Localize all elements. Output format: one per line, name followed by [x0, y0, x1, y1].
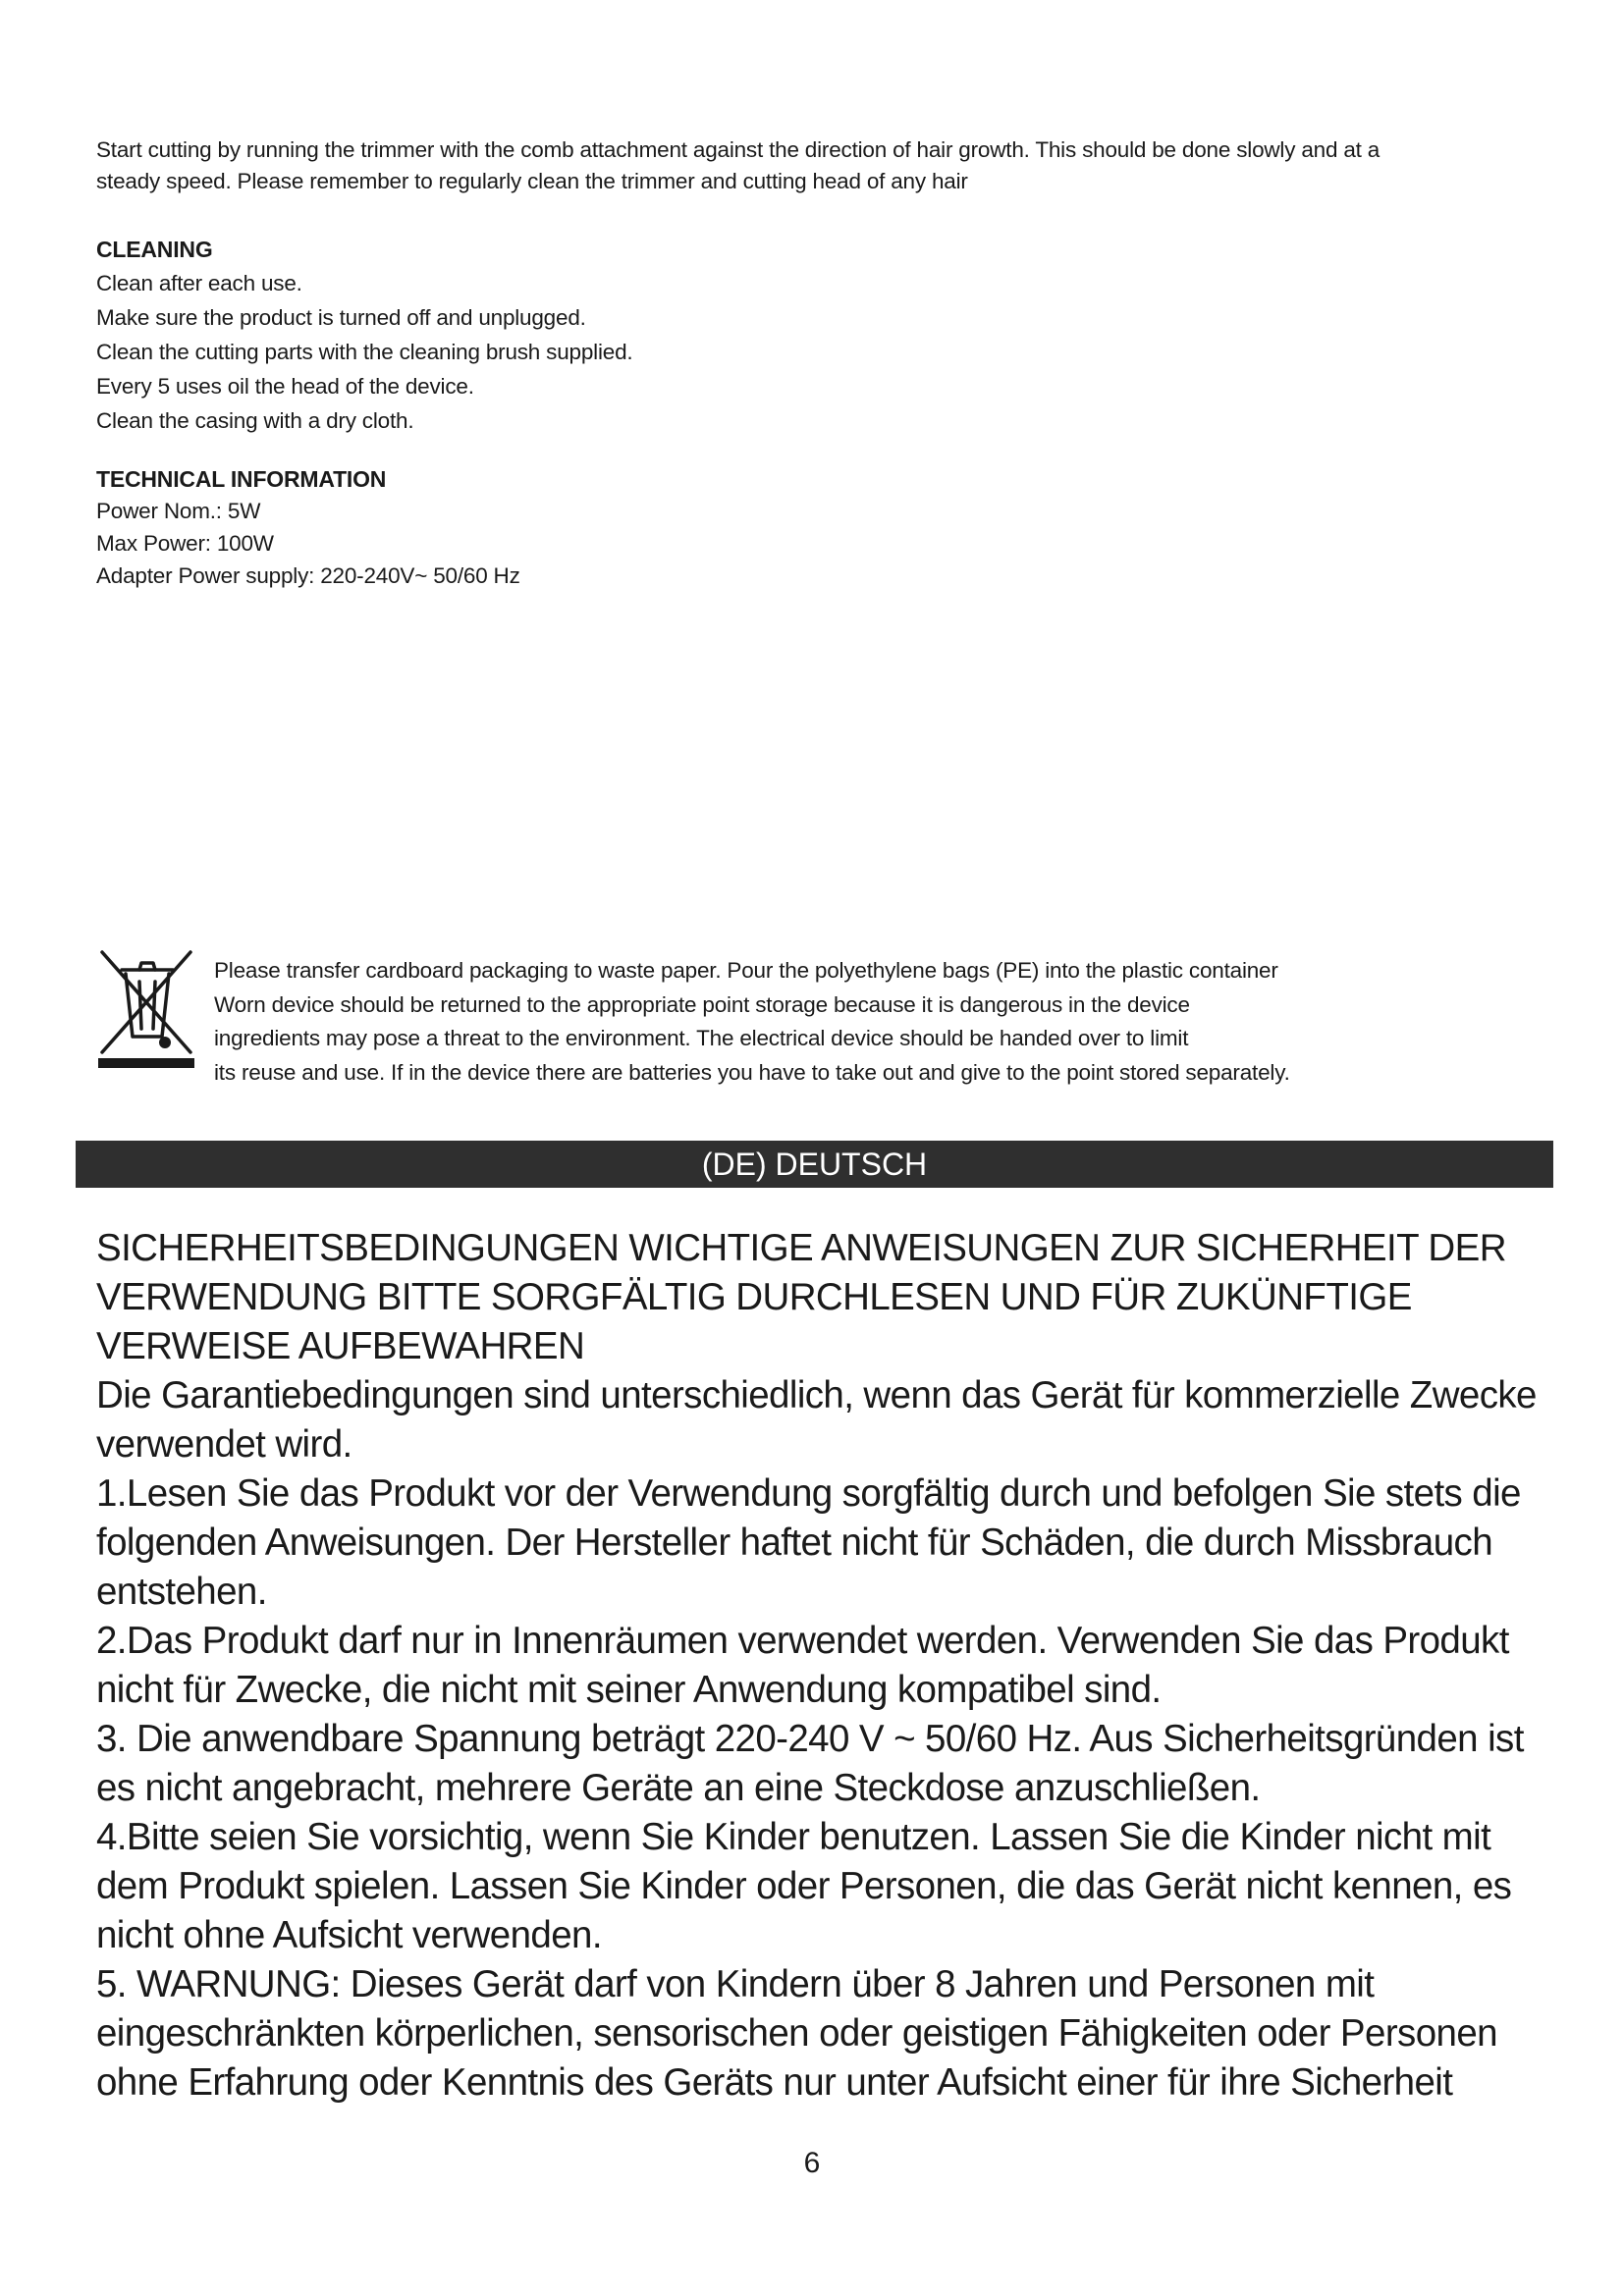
- technical-item: Max Power: 100W: [96, 531, 274, 556]
- german-line: folgenden Anweisungen. Der Hersteller haftet nicht für Schäden, die durch Missbrauch: [96, 1522, 1493, 1564]
- german-line: 1.Lesen Sie das Produkt vor der Verwendung sorgfältig durch und befolgen Sie stets die: [96, 1472, 1521, 1515]
- german-line: 5. WARNUNG: Dieses Gerät darf von Kindern über 8 Jahren und Personen mit: [96, 1963, 1375, 2005]
- cleaning-list: [96, 266, 632, 438]
- language-section-bar: (DE) DEUTSCH: [76, 1141, 1553, 1188]
- intro-paragraph: [96, 134, 1569, 197]
- german-line: es nicht angebracht, mehrere Geräte an eine Steckdose anzuschließen.: [96, 1767, 1261, 1809]
- german-line: ohne Erfahrung oder Kenntnis des Geräts nur unter Aufsicht einer für ihre Sicherheit: [96, 2061, 1453, 2104]
- intro-line: Start cutting by running the trimmer with the comb attachment against the direction of hair growth. This should be done slowly and at a: [96, 137, 1380, 162]
- recycling-line: Please transfer cardboard packaging to waste paper. Pour the polyethylene bags (PE) into the plastic container: [214, 958, 1278, 983]
- weee-crossed-bin-icon: [96, 946, 196, 1070]
- german-line: VERWEISE AUFBEWAHREN: [96, 1325, 585, 1367]
- german-line: nicht für Zwecke, die nicht mit seiner Anwendung kompatibel sind.: [96, 1669, 1162, 1711]
- cleaning-item: Clean the cutting parts with the cleaning brush supplied.: [96, 340, 633, 364]
- recycling-line: Worn device should be returned to the appropriate point storage because it is dangerous in the device: [214, 991, 1190, 1017]
- cleaning-item: Every 5 uses oil the head of the device.: [96, 374, 474, 399]
- recycling-line: ingredients may pose a threat to the environment. The electrical device should be handed over to limit: [214, 1026, 1189, 1050]
- german-line: VERWENDUNG BITTE SORGFÄLTIG DURCHLESEN UND FÜR ZUKÜNFTIGE: [96, 1276, 1412, 1318]
- technical-heading: TECHNICAL INFORMATION: [96, 466, 387, 492]
- page-number: 6: [803, 2147, 821, 2179]
- german-line: 3. Die anwendbare Spannung beträgt 220-240 V ~ 50/60 Hz. Aus Sicherheitsgründen ist: [96, 1718, 1524, 1760]
- german-line: entstehen.: [96, 1571, 267, 1613]
- german-line: 2.Das Produkt darf nur in Innenräumen verwendet werden. Verwenden Sie das Produkt: [96, 1620, 1509, 1662]
- cleaning-item: Clean the casing with a dry cloth.: [96, 408, 414, 433]
- technical-item: Power Nom.: 5W: [96, 499, 261, 523]
- cleaning-section: [96, 234, 632, 438]
- german-line: dem Produkt spielen. Lassen Sie Kinder oder Personen, die das Gerät nicht kennen, es: [96, 1865, 1512, 1907]
- german-line: eingeschränkten körperlichen, sensorischen oder geistigen Fähigkeiten oder Personen: [96, 2012, 1497, 2055]
- intro-line: steady speed. Please remember to regularly clean the trimmer and cutting head of any hair: [96, 169, 968, 193]
- german-line: 4.Bitte seien Sie vorsichtig, wenn Sie Kinder benutzen. Lassen Sie die Kinder nicht mit: [96, 1816, 1491, 1858]
- cleaning-heading: CLEANING: [96, 237, 213, 262]
- cleaning-item: Make sure the product is turned off and unplugged.: [96, 305, 586, 330]
- cleaning-item: Clean after each use.: [96, 271, 302, 295]
- german-line: nicht ohne Aufsicht verwenden.: [96, 1914, 602, 1956]
- german-line: verwendet wird.: [96, 1423, 352, 1466]
- german-line: SICHERHEITSBEDINGUNGEN WICHTIGE ANWEISUNGEN ZUR SICHERHEIT DER: [96, 1227, 1506, 1269]
- technical-item: Adapter Power supply: 220-240V~ 50/60 Hz: [96, 563, 520, 588]
- recycling-line: its reuse and use. If in the device there are batteries you have to take out and give to the point stored separately.: [214, 1059, 1290, 1085]
- german-safety-text: [96, 1224, 1569, 2108]
- technical-section: [96, 463, 520, 592]
- technical-list: [96, 495, 520, 592]
- recycling-notice: [214, 954, 1290, 1090]
- german-line: Die Garantiebedingungen sind unterschiedlich, wenn das Gerät für kommerzielle Zwecke: [96, 1374, 1537, 1416]
